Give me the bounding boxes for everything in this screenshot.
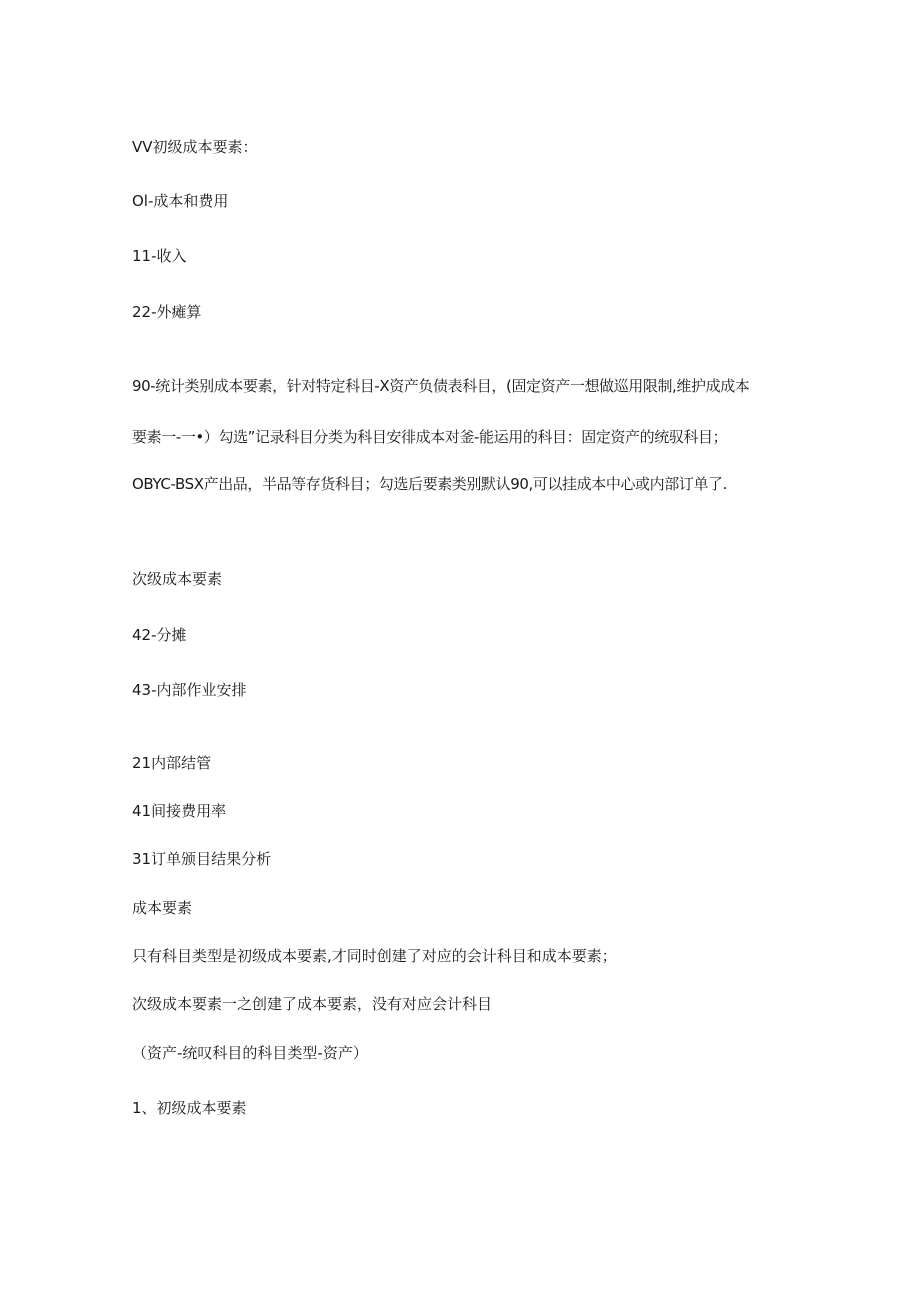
text-line: 次级成本要素一之创建了成本要素，没有对应会计科目 bbox=[132, 995, 493, 1013]
text-line: 31订单颁目结果分析 bbox=[132, 850, 272, 868]
heading-primary-cost-elements: VV初级成本要素： bbox=[132, 138, 258, 156]
text-line: （资产-统叹科目的科目类型-资产） bbox=[132, 1044, 368, 1062]
paragraph-line: OBYC-BSX产出品，半品等存货科目；勾选后要素类别默认90,可以挂成本中心或内部订单了. bbox=[132, 475, 728, 493]
text-line: 43-内部作业安排 bbox=[132, 681, 247, 699]
text-line: 42-分摊 bbox=[132, 626, 187, 644]
text-line: 11-收入 bbox=[132, 247, 187, 265]
paragraph-line: 要素一-一•）勾选”记录科目分类为科目安徘成本对釜-能运用的科目：固定资产的统驭科目； bbox=[132, 428, 728, 446]
heading-cost-elements: 成本要素 bbox=[132, 899, 193, 917]
numbered-heading: 1、初级成本要素 bbox=[132, 1099, 247, 1117]
text-line: 只有科目类型是初级成本要素,才同时创建了对应的会计科目和成本要素； bbox=[132, 947, 617, 965]
text-line: 41间接费用率 bbox=[132, 802, 227, 820]
text-line: Ol-成本和费用 bbox=[132, 192, 229, 210]
text-line: 22-外瘫算 bbox=[132, 303, 202, 321]
heading-secondary-cost-elements: 次级成本要素 bbox=[132, 570, 223, 588]
text-line: 21内部结管 bbox=[132, 754, 212, 772]
paragraph-line: 90-统计类别成本要素，针对特定科目-X资产负债表科目，(固定资产一想做巡用限制,维护成成本 bbox=[132, 377, 750, 395]
